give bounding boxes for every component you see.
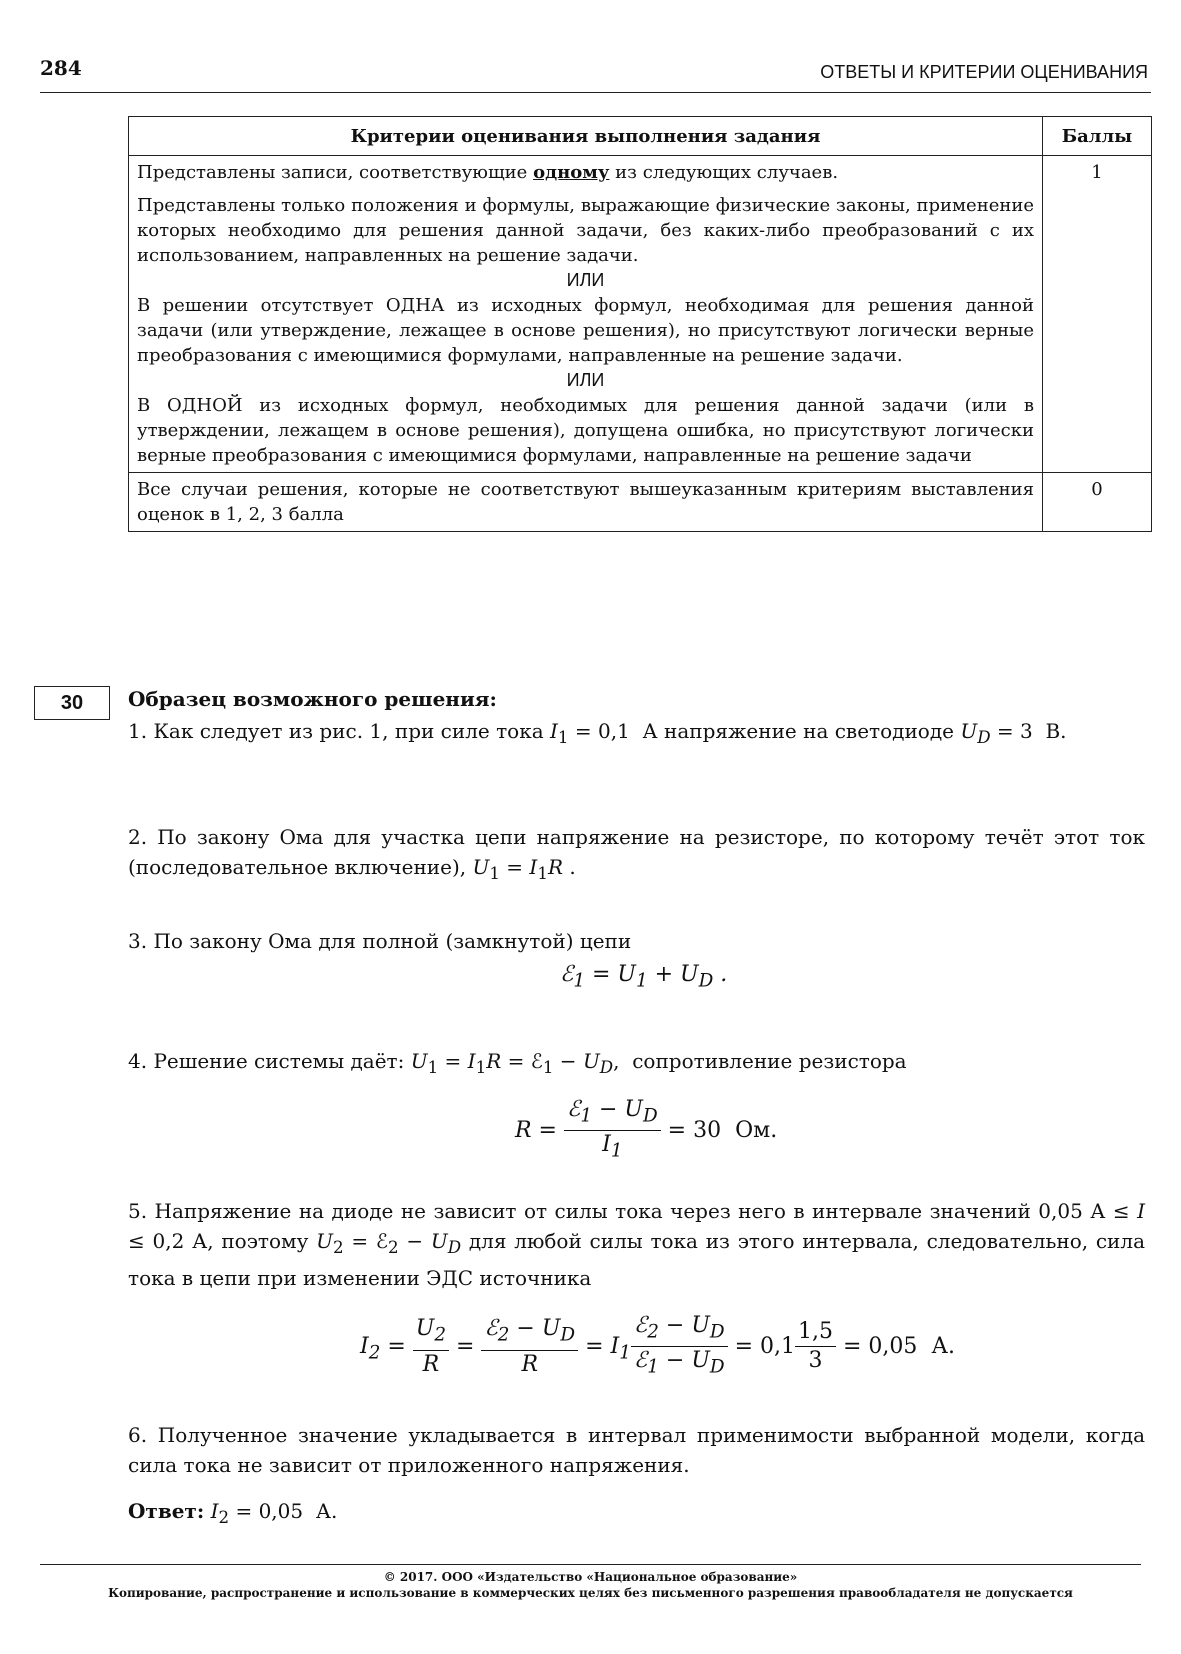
header-divider: [40, 92, 1151, 93]
score-value: 1: [1043, 156, 1152, 473]
solution-step-2: 2. По закону Ома для участка цепи напряжение на резисторе, по которому течёт этот ток (последовательное включение), $U_1 = I_1R$ .: [128, 825, 1145, 883]
or-separator: ИЛИ: [566, 270, 605, 290]
answer-line: Ответ: $I_2 = 0,05$ А.: [128, 1499, 338, 1527]
formula-emf: ℰ$_1$ = $U_1 + U_D$ .: [560, 962, 728, 992]
section-title: ОТВЕТЫ И КРИТЕРИИ ОЦЕНИВАНИЯ: [820, 62, 1148, 82]
criteria-case-1: Представлены только положения и формулы, выражающие физические законы, применение которых необходимо для решения данной задачи, без каких-либо преобразований с их использованием, направленных на решение задачи.: [137, 195, 1034, 266]
solution-step-1: 1. Как следует из рис. 1, при силе тока $I_1 = 0,1$ А напряжение на светодиоде $U_D = 3$ В.: [128, 719, 1067, 747]
answer-label: Ответ:: [128, 1499, 205, 1523]
criteria-row-2: [129, 473, 1152, 532]
criteria-cell: Все случаи решения, которые не соответствуют вышеуказанным критериям выставления оценок в 1, 2, 3 балла: [129, 473, 1043, 532]
task-number-box: 30: [34, 686, 110, 720]
footer-copyright: © 2017. ООО «Издательство «Национальное образование»: [383, 1570, 798, 1584]
criteria-case-2: В решении отсутствует ОДНА из исходных формул, необходимая для решения данной задачи (или утверждение, лежащее в основе решения), но присутствуют логически верные преобразования с имеющимися формулами, направленные на решение задачи.: [137, 295, 1034, 366]
criteria-table: [128, 116, 1152, 532]
solution-heading: Образец возможного решения:: [128, 687, 497, 711]
footer-notice: Копирование, распространение и использование в коммерческих целях без письменного разрешения правообладателя не допускается: [108, 1586, 1073, 1600]
footer-divider: [40, 1564, 1141, 1565]
solution-step-4: 4. Решение системы даёт: $U_1 = I_1R$ = ℰ$_1$ − $U_D$, сопротивление резистора: [128, 1049, 907, 1077]
criteria-intro: Представлены записи, соответствующие одному из следующих случаев.: [137, 162, 839, 183]
emphasis-one: одному: [533, 162, 610, 183]
solution-step-6: 6. Полученное значение укладывается в интервал применимости выбранной модели, когда сила тока не зависит от приложенного напряжения.: [128, 1423, 1145, 1477]
criteria-row-1: [129, 156, 1152, 473]
or-separator: ИЛИ: [566, 370, 605, 390]
score-column-header: Баллы: [1043, 117, 1152, 156]
solution-step-3: 3. По закону Ома для полной (замкнутой) цепи: [128, 929, 632, 953]
solution-step-5: 5. Напряжение на диоде не зависит от силы тока через него в интервале значений 0,05 А ≤ I ≤ 0,2 А, поэтому $U_2$ = ℰ$_2$ − $U_D$ для любой силы тока из этого интервала, следовательно, сила тока в цепи при изменении ЭДС источника: [128, 1199, 1146, 1290]
criteria-column-header: Критерии оценивания выполнения задания: [129, 117, 1043, 156]
formula-resistance: R = $\frac{ℰ_1 - U_D}{I_1}$ = 30 Ом.: [515, 1097, 778, 1162]
score-value: 0: [1043, 473, 1152, 532]
criteria-header-row: [129, 117, 1152, 156]
criteria-cell: [129, 156, 1043, 473]
formula-current: $I_2$ = $\frac{U_2}{R}$ = $\frac{ℰ_2 - U_D}{R}$ = $I_1$ $\frac{ℰ_2 - U_D}{ℰ_1 - U_D}$ = 0,1 $\frac{1,5}{3}$ = 0,05 А.: [360, 1313, 956, 1378]
page-number: 284: [40, 56, 82, 80]
criteria-case-3: В ОДНОЙ из исходных формул, необходимых для решения данной задачи (или в утверждении, лежащем в основе решения), допущена ошибка, но присутствуют логически верные преобразования с имеющимися формулами, направленные на решение задачи: [137, 395, 1034, 466]
